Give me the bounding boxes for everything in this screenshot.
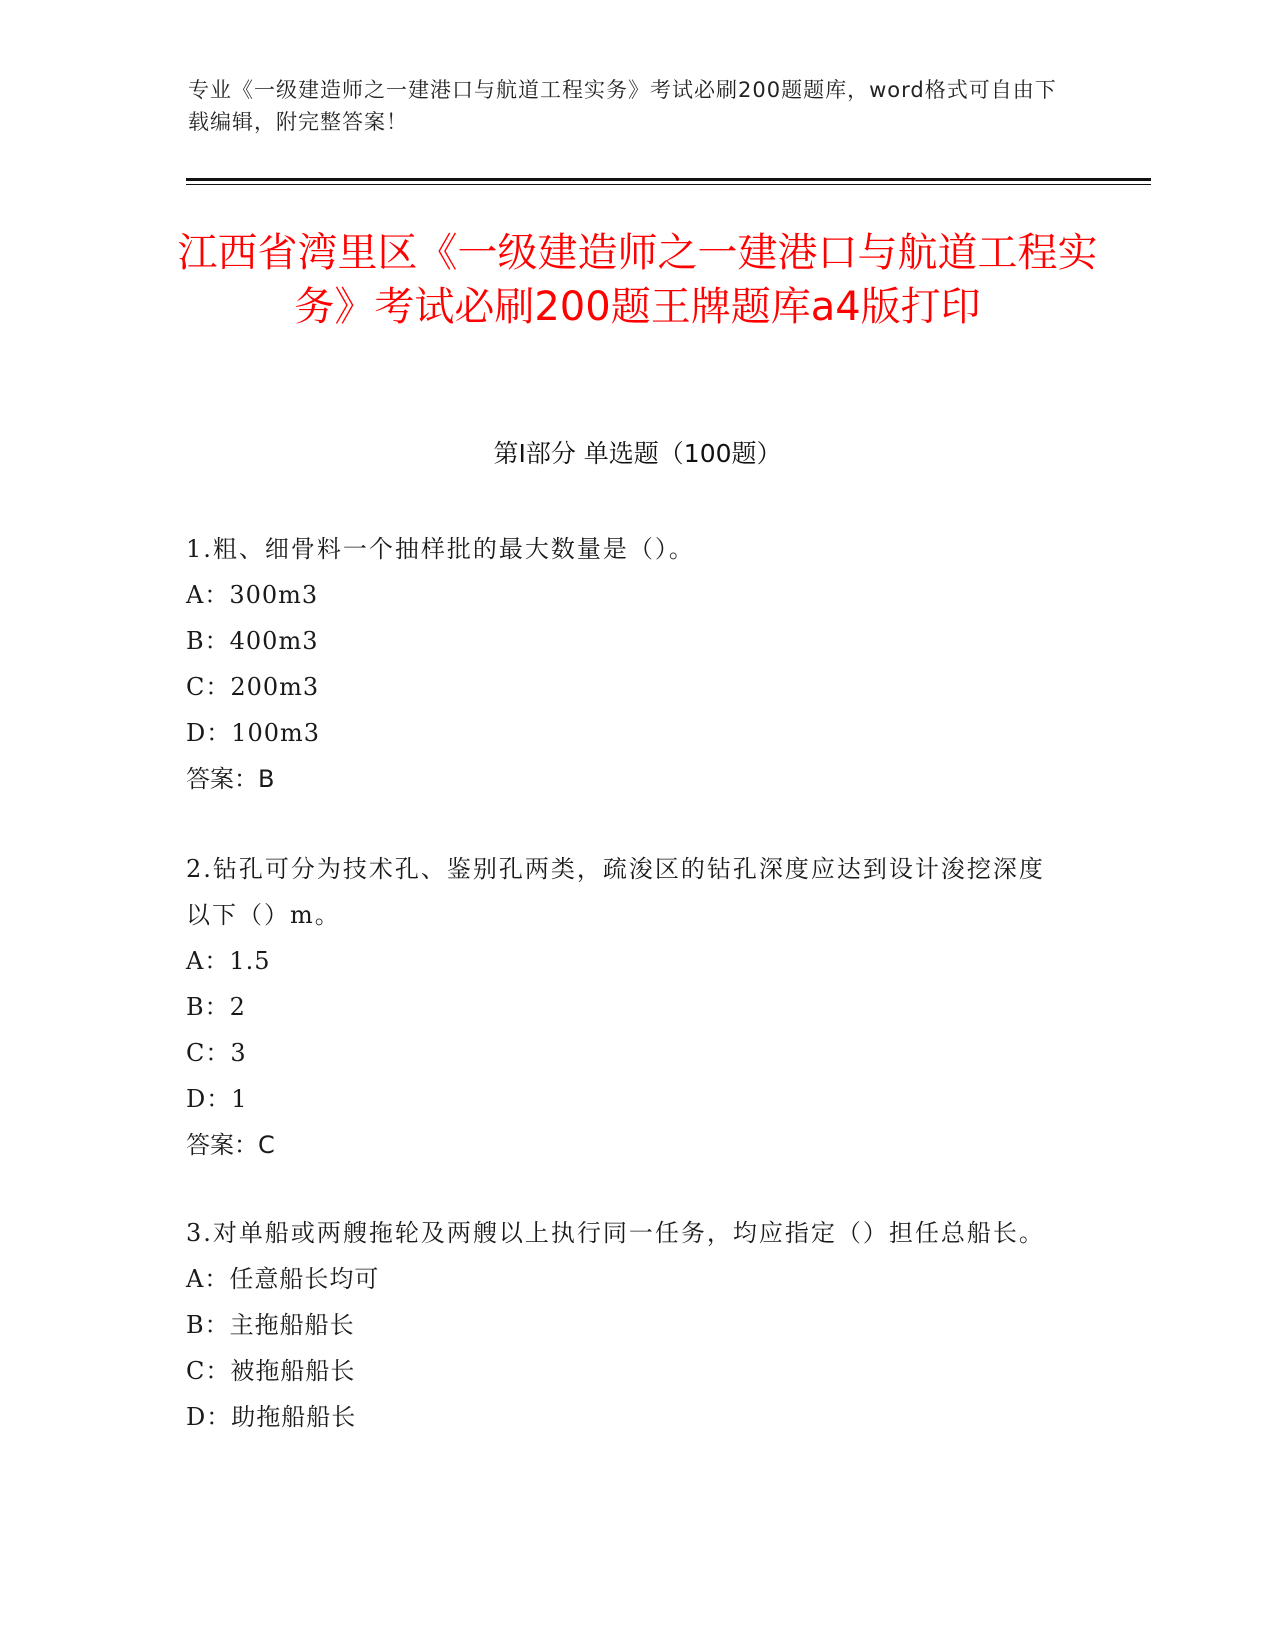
option-a: A：300m3 [186,581,319,609]
option-d: D：助拖船船长 [186,1403,357,1431]
question-3 [186,1210,1066,1440]
answer: 答案：C [186,1131,275,1159]
header-note: 专业《一级建造师之一建港口与航道工程实务》考试必刷200题题库，word格式可自由下载编辑，附完整答案！ [188,78,1057,134]
question-1 [186,526,1066,802]
option-b: B：400m3 [186,627,319,655]
option-b: B：主拖船船长 [186,1311,355,1339]
question-stem: 2.钻孔可分为技术孔、鉴别孔两类，疏浚区的钻孔深度应达到设计浚挖深度以下（）m。 [186,855,1045,929]
document-title: 江西省湾里区《一级建造师之一建港口与航道工程实务》考试必刷200题王牌题库a4版打印 [177,230,1098,330]
option-d: D：1 [186,1085,248,1113]
question-2 [186,846,1066,1168]
option-c: C：200m3 [186,673,320,701]
header-rule-thick [186,178,1151,181]
option-b: B：2 [186,993,246,1021]
option-c: C：3 [186,1039,247,1067]
question-stem: 1.粗、细骨料一个抽样批的最大数量是（）。 [186,535,695,563]
option-d: D：100m3 [186,719,321,747]
option-c: C：被拖船船长 [186,1357,356,1385]
answer: 答案：B [186,765,275,793]
question-stem: 3.对单船或两艘拖轮及两艘以上执行同一任务，均应指定（）担任总船长。 [186,1219,1045,1247]
option-a: A：任意船长均可 [186,1265,380,1293]
section-title: 第Ⅰ部分 单选题（100题） [493,439,782,468]
option-a: A：1.5 [186,947,271,975]
header-rule-thin [186,184,1151,185]
